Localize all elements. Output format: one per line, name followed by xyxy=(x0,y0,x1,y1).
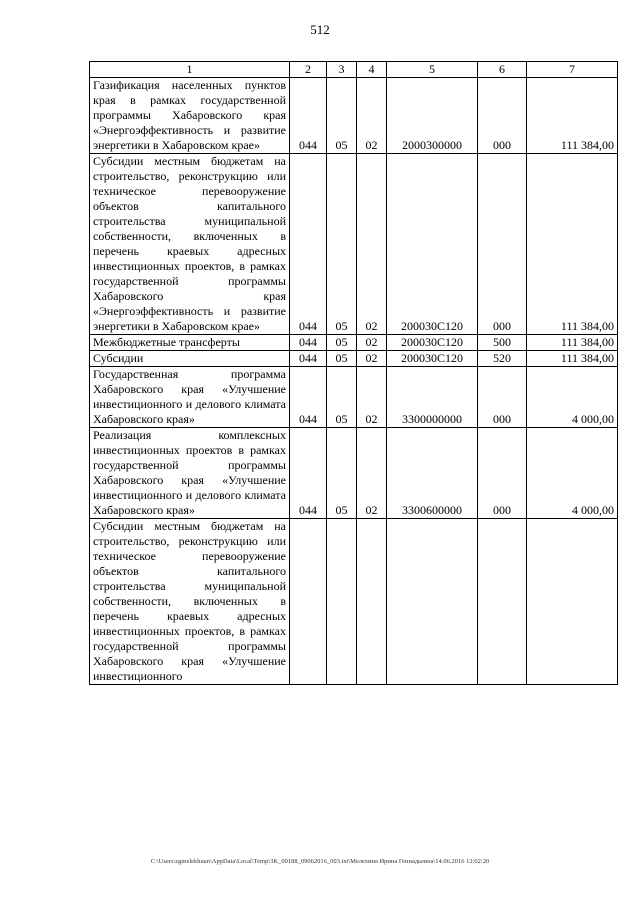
row-name: Субсидии xyxy=(90,351,290,367)
column-header: 5 xyxy=(387,62,478,78)
cell-expense-type: 000 xyxy=(478,154,527,335)
cell-amount: 111 384,00 xyxy=(527,154,618,335)
row-name: Субсидии местным бюджетам на строительство, реконструкцию или техническое перевооружение объектов капитального строительства муниципальной собственности, включенных в перечень краевых адресных инвестиционных проектов, в рамках государственной программы Хабаровского края «Энергоэффективность и развитие энергетики в Хабаровском крае» xyxy=(90,154,290,335)
cell-amount: 111 384,00 xyxy=(527,78,618,154)
table-row xyxy=(90,428,618,519)
cell-ministry: 044 xyxy=(290,367,327,428)
cell-section: 05 xyxy=(327,351,357,367)
row-name: Государственная программа Хабаровского края «Улучшение инвестиционного и делового климата Хабаровского края» xyxy=(90,367,290,428)
cell-amount: 111 384,00 xyxy=(527,335,618,351)
cell-target-article: 2000300000 xyxy=(387,78,478,154)
cell-ministry: 044 xyxy=(290,335,327,351)
cell-subsection: 02 xyxy=(357,351,387,367)
column-header: 4 xyxy=(357,62,387,78)
page-number: 512 xyxy=(310,22,330,37)
row-name: Реализация комплексных инвестиционных проектов в рамках государственной программы Хабаровского края «Улучшение инвестиционного и делового климата Хабаровского края» xyxy=(90,428,290,519)
cell-subsection xyxy=(357,519,387,685)
table-row xyxy=(90,519,618,685)
row-name: Газификация населенных пунктов края в рамках государственной программы Хабаровского края «Энергоэффективность и развитие энергетики в Хабаровском крае» xyxy=(90,78,290,154)
cell-target-article: 3300000000 xyxy=(387,367,478,428)
cell-expense-type xyxy=(478,519,527,685)
cell-ministry: 044 xyxy=(290,78,327,154)
cell-subsection: 02 xyxy=(357,335,387,351)
cell-expense-type: 000 xyxy=(478,78,527,154)
cell-amount: 111 384,00 xyxy=(527,351,618,367)
table-row xyxy=(90,154,618,335)
cell-ministry: 044 xyxy=(290,351,327,367)
column-header: 2 xyxy=(290,62,327,78)
row-name: Межбюджетные трансферты xyxy=(90,335,290,351)
cell-subsection: 02 xyxy=(357,78,387,154)
cell-ministry xyxy=(290,519,327,685)
cell-expense-type: 520 xyxy=(478,351,527,367)
cell-amount: 4 000,00 xyxy=(527,367,618,428)
column-header: 6 xyxy=(478,62,527,78)
cell-section: 05 xyxy=(327,428,357,519)
column-header: 1 xyxy=(90,62,290,78)
table-row xyxy=(90,351,618,367)
table-row xyxy=(90,367,618,428)
cell-expense-type: 000 xyxy=(478,428,527,519)
cell-ministry: 044 xyxy=(290,428,327,519)
cell-section: 05 xyxy=(327,154,357,335)
cell-target-article: 200030С120 xyxy=(387,154,478,335)
table-row xyxy=(90,78,618,154)
cell-section: 05 xyxy=(327,335,357,351)
file-path-footer: C:\Users\zgmelekhuan\AppData\Local\Temp\3K_00188_09062016_003.txt\Мелехина Ирина Геннадьевна\14.06.2016 12:02:20 xyxy=(150,858,490,865)
cell-subsection: 02 xyxy=(357,154,387,335)
cell-section xyxy=(327,519,357,685)
cell-expense-type: 000 xyxy=(478,367,527,428)
cell-section: 05 xyxy=(327,78,357,154)
cell-target-article xyxy=(387,519,478,685)
budget-table xyxy=(89,61,618,685)
cell-amount xyxy=(527,519,618,685)
cell-section: 05 xyxy=(327,367,357,428)
column-header: 3 xyxy=(327,62,357,78)
cell-subsection: 02 xyxy=(357,367,387,428)
cell-target-article: 200030С120 xyxy=(387,351,478,367)
row-name: Субсидии местным бюджетам на строительство, реконструкцию или техническое перевооружение объектов капитального строительства муниципальной собственности, включенных в перечень краевых адресных инвестиционных проектов, в рамках государственной программы Хабаровского края «Улучшение инвестиционного xyxy=(90,519,290,685)
cell-target-article: 200030С120 xyxy=(387,335,478,351)
column-header: 7 xyxy=(527,62,618,78)
cell-amount: 4 000,00 xyxy=(527,428,618,519)
cell-ministry: 044 xyxy=(290,154,327,335)
cell-subsection: 02 xyxy=(357,428,387,519)
cell-expense-type: 500 xyxy=(478,335,527,351)
cell-target-article: 3300600000 xyxy=(387,428,478,519)
table-header-row xyxy=(90,62,618,78)
table-row xyxy=(90,335,618,351)
